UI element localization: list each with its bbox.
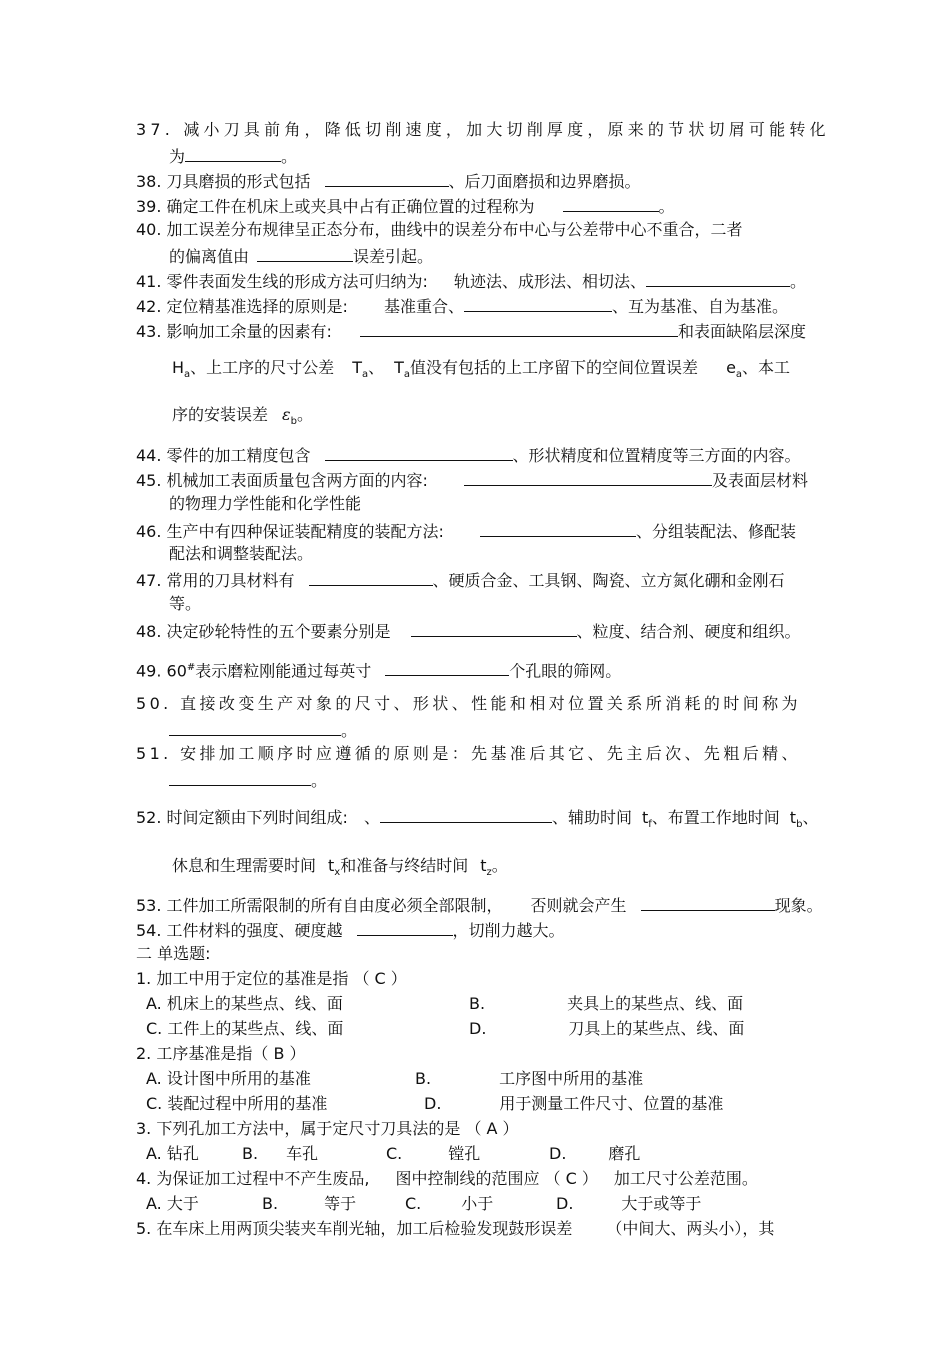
mc-q4-option-c: C. 小于 [405,1194,494,1213]
mc-q1-option-a: A. 机床上的某些点、线、面 [146,994,343,1013]
answer-blank[interactable] [169,719,341,736]
mc-q2-option-d: D. 用于测量工件尺寸、位置的基准 [424,1094,724,1113]
mc-q2-option-b: B. 工序图中所用的基准 [415,1069,644,1088]
answer-blank[interactable] [646,270,790,287]
answer-blank[interactable] [385,659,509,676]
question-37-line1: 37. 减小刀具前角，降低切削速度，加大切削厚度，原来的节状切屑可能转化 [136,120,830,139]
answer-blank[interactable] [464,295,612,312]
mc-q1-option-b: B. 夹具上的某些点、线、面 [469,994,744,1013]
answer-blank[interactable] [169,769,311,786]
answer-blank[interactable] [464,469,712,486]
mc-q4-option-d: D. 大于或等于 [556,1194,702,1213]
mc-q2-option-c: C. 装配过程中所用的基准 [146,1094,328,1113]
mc-question-2: 2. 工序基准是指（ B ） [136,1044,306,1063]
answer-blank[interactable] [257,245,353,262]
answer-blank[interactable] [185,145,281,162]
answer-blank[interactable] [411,620,577,637]
answer-blank[interactable] [563,195,659,212]
question-37-line2: 为 。 [169,147,298,166]
mc-q1-option-d: D. 刀具上的某些点、线、面 [469,1019,745,1038]
question-39: 39. 确定工件在机床上或夹具中占有正确位置的过程称为 。 [136,197,675,216]
mc-q2-option-a: A. 设计图中所用的基准 [146,1069,311,1088]
mc-q1-option-c: C. 工件上的某些点、线、面 [146,1019,344,1038]
question-46-line2: 配法和调整装配法。 [169,544,314,563]
mc-q3-option-a: A. 钻孔 [146,1144,199,1163]
mc-q3-option-d: D. 磨孔 [549,1144,641,1163]
mc-question-5: 5. 在车床上用两顶尖装夹车削光轴，加工后检验发现鼓形误差 （中间大、两头小），其 [136,1219,775,1238]
answer-blank[interactable] [380,806,552,823]
mc-question-1: 1. 加工中用于定位的基准是指 （ C ） [136,969,407,988]
answer-blank[interactable] [641,894,775,911]
question-49: 49. 60#表示磨粒刚能通过每英寸 个孔眼的筛网。 [136,661,622,681]
question-46-line1: 46. 生产中有四种保证装配精度的装配方法: 、分组装配法、修配装 [136,522,796,541]
question-43-line1: 43. 影响加工余量的因素有: 和表面缺陷层深度 [136,322,806,341]
answer-blank[interactable] [480,520,636,537]
question-45-line1: 45. 机械加工表面质量包含两方面的内容: 及表面层材料 [136,471,808,490]
question-43-line3: 序的安装误差 $\varepsilon_b$。 [172,405,313,428]
section-heading: 二 单选题: [136,944,211,963]
question-52-line1: 52. 时间定额由下列时间组成: 、 、辅助时间 $t_f$、布置工作地时间 $t_b$、 [136,808,819,831]
question-50-line2: 。 [169,719,357,741]
question-45-line2: 的物理力学性能和化学性能 [169,494,362,513]
question-47-line2: 等。 [169,594,202,613]
mc-question-4: 4. 为保证加工过程中不产生废品, 图中控制线的范围应 （ C ） 加工尺寸公差范围。 [136,1169,758,1188]
question-54: 54. 工件材料的强度、硬度越 ，切削力越大。 [136,921,565,940]
mc-q4-option-b: B. 等于 [262,1194,357,1213]
question-47-line1: 47. 常用的刀具材料有 、硬质合金、工具钢、陶瓷、立方氮化硼和金刚石 [136,571,785,590]
mc-question-3: 3. 下列孔加工方法中，属于定尺寸刀具法的是 （ A ） [136,1119,519,1138]
question-40-line2: 的偏离值由 误差引起。 [169,247,434,266]
answer-blank[interactable] [357,919,453,936]
mc-q3-option-b: B. 车孔 [242,1144,319,1163]
question-53: 53. 工件加工所需限制的所有自由度必须全部限制， 否则就会产生 现象。 [136,896,823,915]
question-48: 48. 决定砂轮特性的五个要素分别是 、粒度、结合剂、硬度和组织。 [136,622,801,641]
question-44: 44. 零件的加工精度包含 、形状精度和位置精度等三方面的内容。 [136,446,801,465]
mc-q4-option-a: A. 大于 [146,1194,199,1213]
question-52-line2: 休息和生理需要时间 $t_x$和准备与终结时间 $t_z$。 [172,856,508,879]
question-43-line2: $H_a$、上工序的尺寸公差 $T_a$、 $T_a$值没有包括的上工序留下的空间位置误差 $e_a$、本工 [172,358,791,381]
answer-blank[interactable] [325,444,513,461]
question-50-line1: 50. 直接改变生产对象的尺寸、形状、性能和相对位置关系所消耗的时间称为 [136,694,801,713]
question-40-line1: 40. 加工误差分布规律呈正态分布，曲线中的误差分布中心与公差带中心不重合，二者 [136,220,743,239]
question-41: 41. 零件表面发生线的形成方法可归纳为: 轨迹法、成形法、相切法、 。 [136,272,806,291]
mc-q3-option-c: C. 镗孔 [386,1144,481,1163]
question-51-line2: 。 [169,769,327,791]
question-42: 42. 定位精基准选择的原则是: 基准重合、 、互为基准、自为基准。 [136,297,788,316]
answer-blank[interactable] [309,569,433,586]
question-38: 38. 刀具磨损的形式包括 、后刀面磨损和边界磨损。 [136,172,641,191]
question-51-line1: 51. 安排加工顺序时应遵循的原则是：先基准后其它、先主后次、先粗后精、 [136,744,801,763]
answer-blank[interactable] [325,170,449,187]
answer-blank[interactable] [360,320,678,337]
